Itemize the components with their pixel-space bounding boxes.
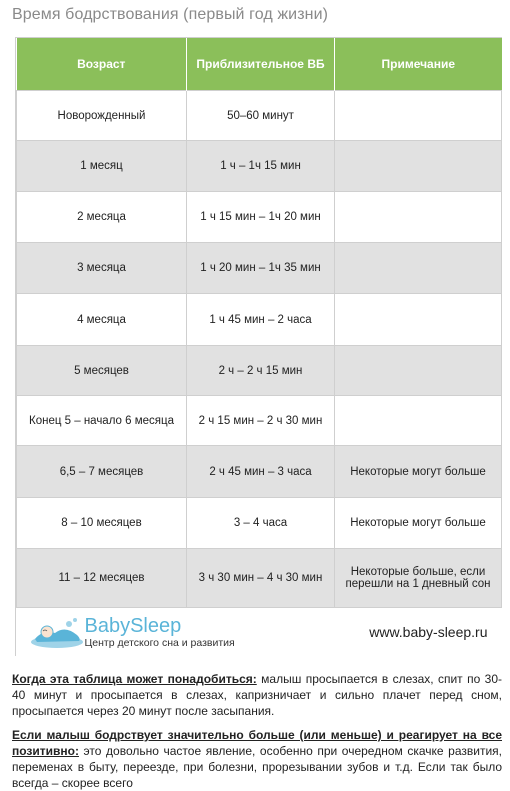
cell-time: 1 ч 20 мин – 1ч 35 мин	[187, 243, 335, 294]
cell-note: Некоторые могут больше	[335, 498, 502, 549]
cell-time: 3 – 4 часа	[187, 498, 335, 549]
table-row	[17, 346, 502, 396]
cell-age: 4 месяца	[17, 294, 187, 346]
cell-time: 1 ч 15 мин – 1ч 20 мин	[187, 192, 335, 243]
cell-time: 1 ч 45 мин – 2 часа	[187, 294, 335, 346]
table-row	[17, 396, 502, 446]
paragraph-if-more-or-less	[12, 727, 502, 791]
cell-time: 1 ч – 1ч 15 мин	[187, 141, 335, 192]
cell-note	[335, 396, 502, 446]
table-row	[17, 243, 502, 294]
cell-note	[335, 294, 502, 346]
cell-note	[335, 243, 502, 294]
cell-time: 2 ч – 2 ч 15 мин	[187, 346, 335, 396]
cell-time: 3 ч 30 мин – 4 ч 30 мин	[187, 549, 335, 608]
cell-note: Некоторые больше, если перешли на 1 дневный сон	[335, 549, 502, 608]
cell-time: 50–60 минут	[187, 91, 335, 141]
cell-time: 2 ч 45 мин – 3 часа	[187, 446, 335, 498]
cell-age: 8 – 10 месяцев	[17, 498, 187, 549]
header-time: Приблизительное ВБ	[187, 38, 335, 91]
paragraph-when-needed	[12, 671, 502, 719]
cell-time: 2 ч 15 мин – 2 ч 30 мин	[187, 396, 335, 446]
sleeping-baby-icon	[29, 615, 85, 649]
paragraph-text: малыш просыпается в слезах, спит по 30-40 минут и просыпается в слезах, капризничает и сильно плачет перед сном, просыпается через 20 минут после засыпания.	[12, 672, 502, 718]
site-url[interactable]: www.baby-sleep.ru	[335, 608, 502, 657]
table-header-row	[17, 38, 502, 91]
cell-note: Некоторые могут больше	[335, 446, 502, 498]
logo-brand: BabySleep	[84, 614, 182, 637]
table-row	[17, 91, 502, 141]
cell-age: 1 месяц	[17, 141, 187, 192]
cell-age: 2 месяца	[17, 192, 187, 243]
cell-age: Конец 5 – начало 6 месяца	[17, 396, 187, 446]
wake-time-table	[15, 37, 502, 656]
cell-note	[335, 192, 502, 243]
page-title: Время бодрствования (первый год жизни)	[12, 6, 329, 23]
paragraph-text: это довольно частое явление, особенно при очередном скачке развития, переменах в быту, переезде, при болезни, прорезывании зубов и т.д. Если так было всегда – скорее всего	[12, 744, 502, 790]
footer-row	[17, 608, 502, 657]
table-row	[17, 446, 502, 498]
cell-age: Новорожденный	[17, 91, 187, 141]
logo-subtitle: Центр детского сна и развития	[84, 636, 235, 649]
paragraph-heading: Если малыш бодрствует значительно больше (или меньше) и реагирует на все позитивно:	[12, 728, 502, 758]
header-age: Возраст	[17, 38, 187, 91]
paragraph-heading: Когда эта таблица может понадобиться:	[12, 672, 257, 686]
table-row	[17, 294, 502, 346]
cell-age: 11 – 12 месяцев	[17, 549, 187, 608]
cell-note	[335, 91, 502, 141]
logo	[21, 615, 331, 649]
cell-age: 3 месяца	[17, 243, 187, 294]
cell-age: 5 месяцев	[17, 346, 187, 396]
header-note: Примечание	[335, 38, 502, 91]
cell-age: 6,5 – 7 месяцев	[17, 446, 187, 498]
table-row	[17, 141, 502, 192]
table-row	[17, 549, 502, 608]
cell-note	[335, 141, 502, 192]
table-row	[17, 192, 502, 243]
cell-note	[335, 346, 502, 396]
table-row	[17, 498, 502, 549]
